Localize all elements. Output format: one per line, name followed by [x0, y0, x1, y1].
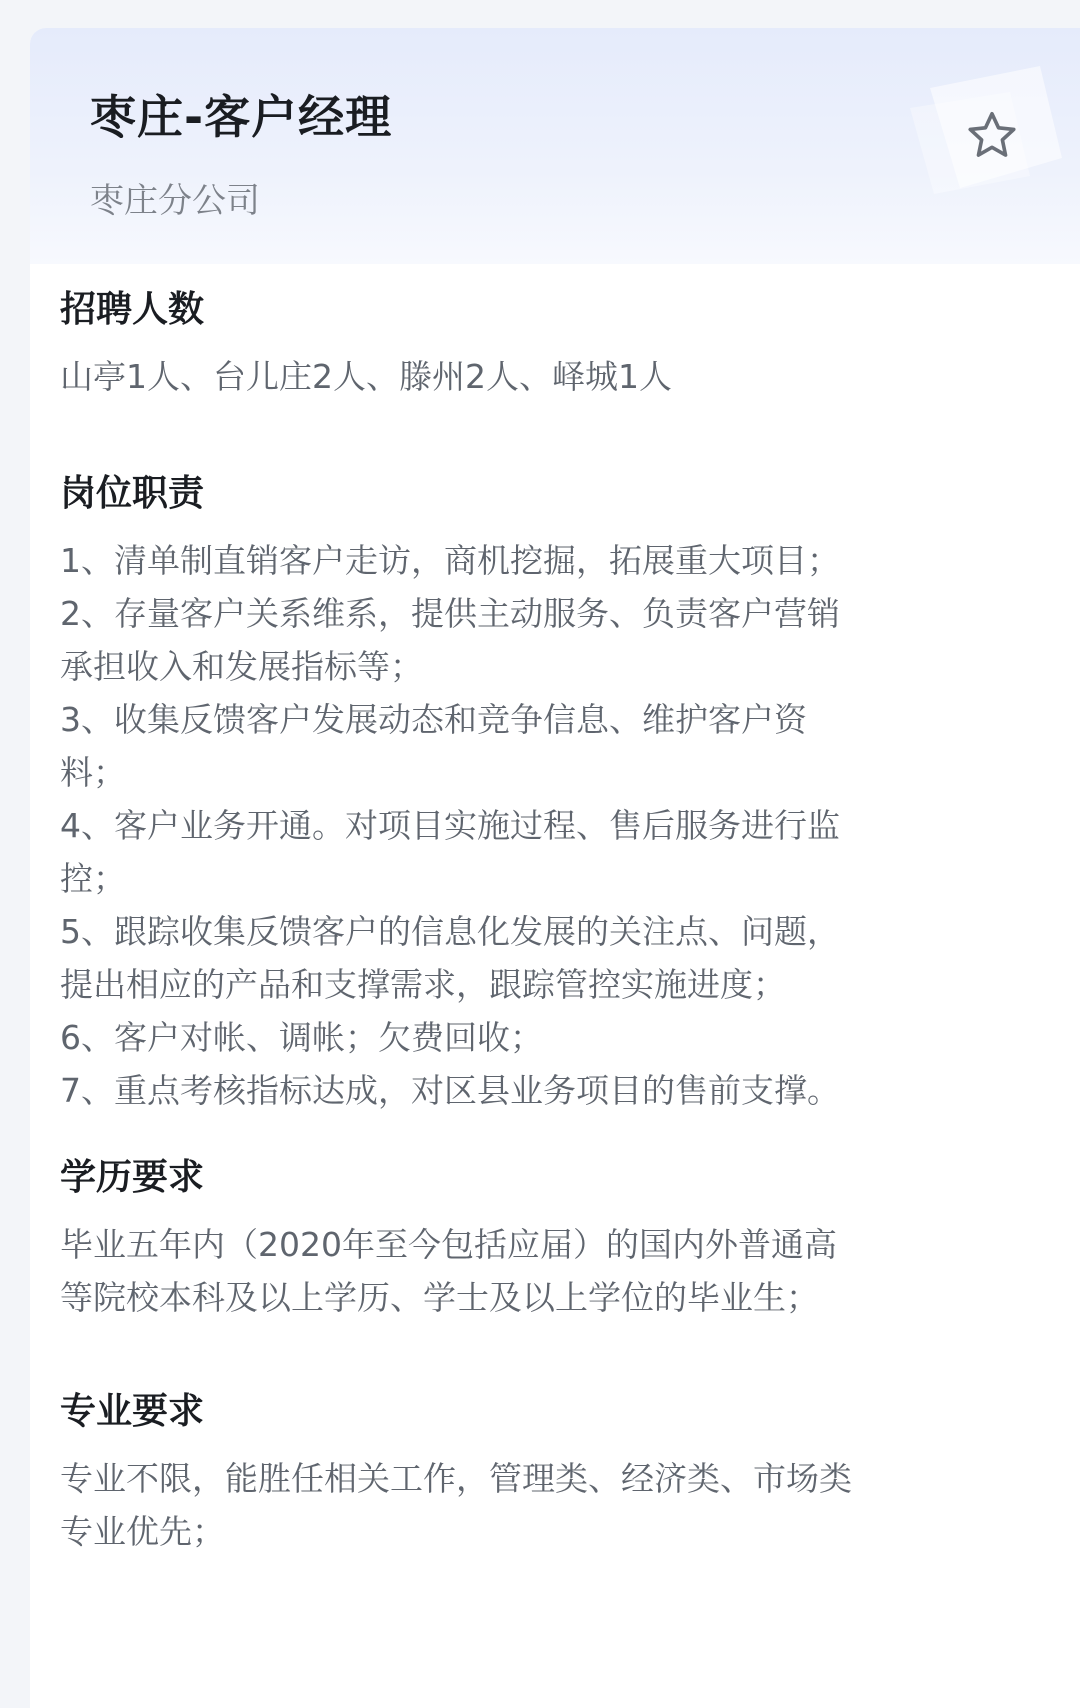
duty-line: 1、清单制直销客户走访，商机挖掘，拓展重大项目； — [60, 541, 840, 580]
duty-line: 控； — [60, 859, 126, 898]
job-header — [30, 28, 1080, 264]
section-headcount — [60, 289, 1020, 403]
duty-line: 3、收集反馈客户发展动态和竞争信息、维护客户资 — [60, 700, 807, 739]
section-major — [60, 1391, 1020, 1558]
duty-line: 4、客户业务开通。对项目实施过程、售后服务进行监 — [60, 806, 840, 845]
section-body-major — [60, 1452, 1020, 1558]
education-line: 等院校本科及以上学历、学士及以上学位的毕业生； — [60, 1278, 819, 1317]
headcount-line: 山亭1人、台儿庄2人、滕州2人、峄城1人 — [60, 357, 672, 396]
section-title-duties: 岗位职责 — [60, 473, 205, 514]
company-name: 枣庄分公司 — [90, 181, 260, 221]
major-line: 专业优先； — [60, 1512, 225, 1551]
star-outline-icon — [963, 107, 1021, 165]
section-education — [60, 1157, 1020, 1324]
duty-line: 料； — [60, 753, 126, 792]
duty-line: 7、重点考核指标达成，对区县业务项目的售前支撑。 — [60, 1071, 840, 1110]
education-line: 毕业五年内（2020年至今包括应届）的国内外普通高 — [60, 1225, 837, 1264]
duty-line: 提出相应的产品和支撑需求，跟踪管控实施进度； — [60, 965, 786, 1004]
page-title: 枣庄-客户经理 — [90, 90, 393, 144]
section-duties — [60, 473, 1020, 1117]
section-title-headcount: 招聘人数 — [60, 289, 205, 330]
major-line: 专业不限，能胜任相关工作，管理类、经济类、市场类 — [60, 1459, 852, 1498]
section-body-duties — [60, 534, 1020, 1117]
section-body-headcount — [60, 350, 1020, 403]
section-title-major: 专业要求 — [60, 1391, 205, 1432]
duty-line: 承担收入和发展指标等； — [60, 647, 423, 686]
section-body-education — [60, 1218, 1020, 1324]
duty-line: 2、存量客户关系维系，提供主动服务、负责客户营销 — [60, 594, 840, 633]
duty-line: 5、跟踪收集反馈客户的信息化发展的关注点、问题， — [60, 912, 840, 951]
duty-line: 6、客户对帐、调帐；欠费回收； — [60, 1018, 543, 1057]
section-title-education: 学历要求 — [60, 1157, 205, 1198]
favorite-button[interactable] — [960, 104, 1024, 168]
